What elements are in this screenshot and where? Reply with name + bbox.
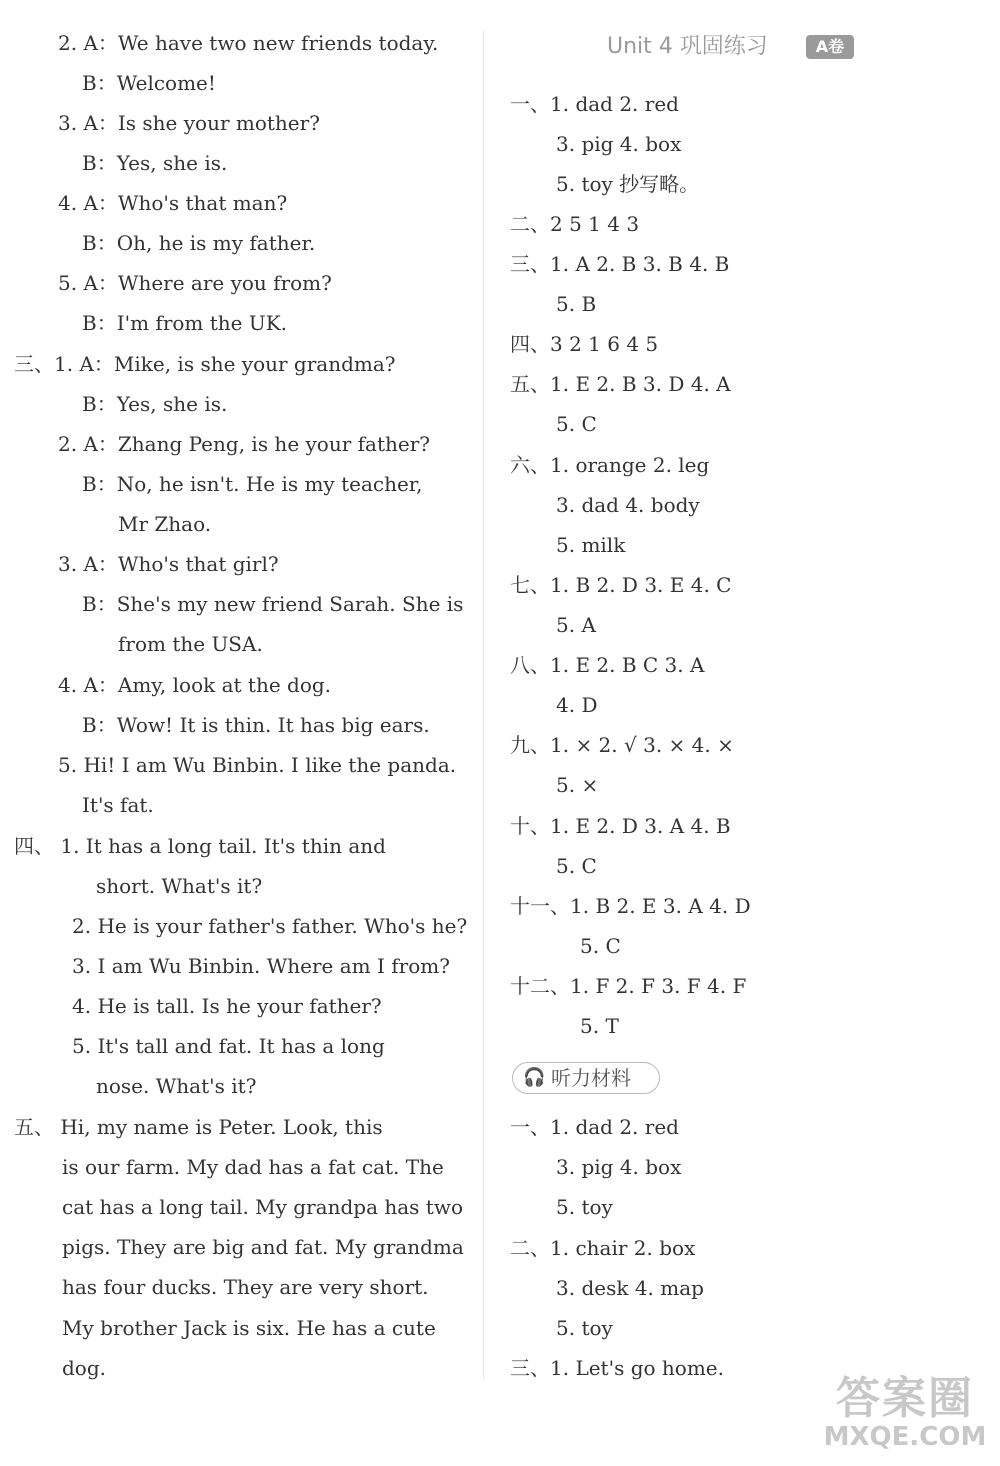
answer-line: 三、1. Let's go home.: [510, 1356, 724, 1380]
listening-label-text: 听力材料: [551, 1066, 631, 1090]
answer-line: 5. ×: [556, 773, 599, 797]
answer-line: My brother Jack is six. He has a cute: [62, 1316, 436, 1340]
answer-line: 四、3 2 1 6 4 5: [510, 332, 659, 356]
answer-line: 3. desk 4. map: [556, 1276, 704, 1300]
answer-line: 5. T: [580, 1014, 619, 1038]
answer-line: dog.: [62, 1356, 107, 1380]
headphones-icon: 🎧: [523, 1067, 546, 1088]
answer-line: 八、1. E 2. B C 3. A: [510, 653, 705, 677]
answer-line: 一、1. dad 2. red: [510, 92, 679, 116]
answer-line: cat has a long tail. My grandpa has two: [62, 1195, 463, 1219]
answer-line: 2. A：We have two new friends today.: [58, 31, 439, 55]
answer-line: nose. What's it?: [96, 1074, 257, 1098]
answer-line: 3. A：Who's that girl?: [58, 552, 279, 576]
answer-line: 二、2 5 1 4 3: [510, 212, 640, 236]
answer-line: B：No, he isn't. He is my teacher,: [82, 472, 423, 496]
answer-line: 十二、1. F 2. F 3. F 4. F: [510, 974, 747, 998]
answer-line: 九、1. × 2. √ 3. × 4. ×: [510, 733, 734, 757]
answer-line: is our farm. My dad has a fat cat. The: [62, 1155, 444, 1179]
answer-line: It's fat.: [82, 793, 154, 817]
answer-line: 2. A：Zhang Peng, is he your father?: [58, 432, 431, 456]
answer-line: 4. D: [556, 693, 598, 717]
answer-line: Mr Zhao.: [118, 512, 212, 536]
answer-line: 3. I am Wu Binbin. Where am I from?: [72, 954, 450, 978]
answer-line: 5. It's tall and fat. It has a long: [72, 1034, 385, 1058]
answer-line: 4. A：Amy, look at the dog.: [58, 673, 332, 697]
answer-line: 四、 1. It has a long tail. It's thin and: [14, 834, 386, 858]
watermark-url: MXQE.COM: [823, 1422, 987, 1452]
answer-line: 七、1. B 2. D 3. E 4. C: [510, 573, 732, 597]
answer-line: 5. toy: [556, 1316, 613, 1340]
answer-line: from the USA.: [118, 632, 263, 656]
answer-line: 5. A: [556, 613, 596, 637]
answer-line: 5. milk: [556, 533, 626, 557]
answer-line: B：Oh, he is my father.: [82, 231, 316, 255]
answer-line: B：Welcome!: [82, 71, 216, 95]
answer-line: 六、1. orange 2. leg: [510, 453, 710, 477]
answer-line: 4. A：Who's that man?: [58, 191, 288, 215]
answer-line: B：Yes, she is.: [82, 392, 228, 416]
answer-line: 十一、1. B 2. E 3. A 4. D: [510, 894, 751, 918]
answer-line: pigs. They are big and fat. My grandma: [62, 1235, 464, 1259]
answer-line: 5. A：Where are you from?: [58, 271, 332, 295]
answer-line: 二、1. chair 2. box: [510, 1236, 696, 1260]
answer-line: 三、1. A 2. B 3. B 4. B: [510, 252, 730, 276]
answer-line: 5. C: [580, 934, 621, 958]
answer-line: 5. B: [556, 292, 597, 316]
answer-line: 五、1. E 2. B 3. D 4. A: [510, 372, 731, 396]
answer-line: 五、 Hi, my name is Peter. Look, this: [14, 1115, 383, 1139]
listening-material-label: [512, 1062, 660, 1094]
answer-line: 3. A：Is she your mother?: [58, 111, 320, 135]
answer-line: B：Yes, she is.: [82, 151, 228, 175]
answer-line: B：Wow! It is thin. It has big ears.: [82, 713, 430, 737]
answer-line: short. What's it?: [96, 874, 263, 898]
column-divider: [483, 30, 484, 1380]
answer-line: 3. pig 4. box: [556, 1155, 682, 1179]
answer-line: 2. He is your father's father. Who's he?: [72, 914, 468, 938]
answer-line: 5. C: [556, 412, 597, 436]
answer-line: 5. C: [556, 854, 597, 878]
site-watermark: [820, 1375, 990, 1455]
answer-line: 三、1. A：Mike, is she your grandma?: [14, 352, 396, 376]
unit-title: Unit 4 巩固练习: [607, 34, 768, 59]
answer-line: has four ducks. They are very short.: [62, 1275, 429, 1299]
answer-line: 十、1. E 2. D 3. A 4. B: [510, 814, 731, 838]
answer-line: 5. toy 抄写略。: [556, 172, 700, 196]
answer-line: 3. dad 4. body: [556, 493, 700, 517]
answer-line: B：I'm from the UK.: [82, 311, 288, 335]
paper-a-badge: A卷: [806, 35, 854, 59]
answer-line: 3. pig 4. box: [556, 132, 682, 156]
watermark-logo: 答案圈: [836, 1373, 974, 1424]
answer-line: 5. toy: [556, 1195, 613, 1219]
answer-line: B：She's my new friend Sarah. She is: [82, 592, 464, 616]
answer-line: 4. He is tall. Is he your father?: [72, 994, 382, 1018]
answer-line: 5. Hi! I am Wu Binbin. I like the panda.: [58, 753, 457, 777]
answer-line: 一、1. dad 2. red: [510, 1115, 679, 1139]
